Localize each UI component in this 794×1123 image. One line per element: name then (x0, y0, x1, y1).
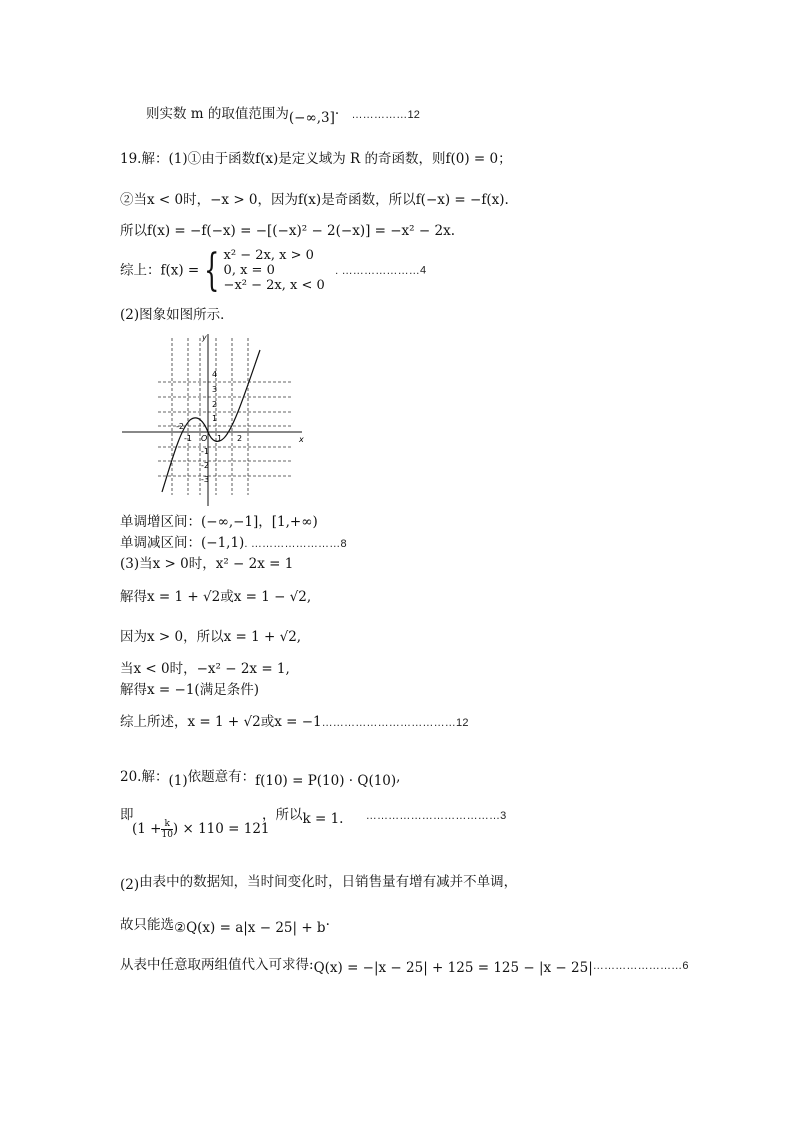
text: 解得 (120, 682, 147, 698)
text: 是定义域为 R 的奇函数，则 (278, 151, 446, 167)
p19-because (120, 628, 301, 646)
text: (2)图象如图所示． (120, 307, 234, 323)
score-dots: …………… (351, 109, 408, 121)
score-dots: …………………… (592, 960, 683, 972)
math: Q(x) = −|x − 25| + 125 = 125 − |x − 25| (313, 960, 593, 976)
range-math: (−∞,3] (288, 110, 335, 126)
text: 综上所述， (120, 714, 188, 730)
text: 从表中任意取两组值代入可求得: (120, 957, 314, 973)
text: 综上： (120, 262, 161, 279)
range-text: 则实数 m 的取值范围为 (146, 106, 289, 122)
text: (3)当 (120, 556, 153, 572)
text: 单调增区间： (120, 514, 201, 530)
text: , (285, 661, 290, 677)
grid (158, 338, 293, 495)
range-end: · (334, 106, 340, 122)
function-graph (118, 330, 308, 508)
text: · (325, 917, 330, 933)
p19-line5 (120, 306, 234, 324)
fraction (161, 819, 172, 840)
text: ，因为 (257, 192, 299, 208)
text: (2) (120, 877, 140, 893)
text: 时， (183, 192, 211, 208)
p19-line3 (120, 222, 455, 240)
y-tick: 4 (212, 370, 218, 379)
p19-decrease (120, 534, 347, 553)
math: ②Q(x) = a|x − 25| + b (174, 920, 326, 936)
text: 或 (260, 714, 275, 730)
y-tick: 2 (212, 400, 218, 409)
p20-line4 (120, 916, 330, 934)
text: 故只能选 (120, 917, 174, 933)
p19-solution1 (120, 588, 311, 606)
y-tick: -1 (201, 447, 209, 456)
score: 6 (682, 960, 689, 972)
math: f(−x) = −f(x) (415, 192, 505, 208)
math: (−∞,−1]，[1,+∞) (201, 514, 318, 530)
text: , (296, 629, 302, 645)
math: x = 1 + √2 (187, 714, 261, 730)
text: (1) (168, 773, 188, 789)
text: 所以 (120, 223, 147, 239)
y-tick: 1 (212, 414, 218, 423)
p20-line5 (120, 956, 689, 975)
y-label: y (202, 333, 207, 342)
math: f(x) (298, 192, 322, 208)
case-2: 0, x = 0 (223, 263, 275, 278)
text: , (396, 769, 401, 785)
p20-line3 (120, 873, 517, 891)
case-1: x² − 2x, x > 0 (223, 248, 314, 263)
score-dots: ……………………………… (321, 717, 457, 729)
case-3: −x² − 2x, x < 0 (223, 278, 325, 293)
x-tick: 2 (237, 434, 243, 443)
score: 8 (340, 538, 347, 550)
p19-line2 (120, 191, 509, 209)
y-tick: 3 (212, 385, 218, 394)
p20-k (262, 806, 507, 825)
text: 是奇函数，所以 (321, 192, 416, 208)
x-tick: 1 (217, 434, 223, 443)
math: x = 1 + √2 (223, 629, 297, 645)
p19-part3 (120, 555, 293, 573)
text: 时， (188, 556, 216, 572)
text: 时， (169, 661, 197, 677)
x-tick: -1 (184, 434, 192, 443)
brace: { (203, 244, 219, 296)
math: f(x) = −f(−x) = −[(−x)² − 2(−x)] = −x² − 2x (147, 223, 451, 239)
p20-equation (132, 818, 270, 840)
origin-label: O (201, 434, 208, 443)
text: 因为 (120, 629, 147, 645)
problem-number: 20.解： (120, 769, 169, 785)
math: x = 1 + √2 (147, 589, 221, 605)
score: 4 (420, 264, 427, 277)
x-label: x (299, 435, 304, 444)
score: 12 (407, 109, 421, 121)
text: . (450, 223, 455, 239)
cases (224, 248, 325, 293)
text: 解得 (120, 589, 147, 605)
score: 3 (500, 810, 507, 822)
y-tick: -3 (201, 475, 209, 484)
math: (−1,1) (201, 535, 245, 551)
math: x < 0 (133, 661, 170, 677)
text: 依题意有： (187, 769, 256, 785)
math: −x > 0 (210, 192, 258, 208)
problem-number: 19.解：(1) (120, 151, 188, 167)
text: ，所以 (262, 807, 303, 823)
p19-increase (120, 513, 318, 531)
text: ①由于函数 (187, 151, 256, 167)
denominator: 10 (161, 830, 173, 840)
math: x² − 2x = 1 (215, 556, 294, 572)
p19-piecewise (120, 244, 427, 300)
math: x = −1 (274, 714, 322, 730)
score-dots: . ………………… (335, 264, 420, 277)
text: ，所以 (183, 629, 224, 645)
math: f(x) (255, 151, 279, 167)
math: −x² − 2x = 1 (196, 661, 286, 677)
text: ②当 (120, 192, 147, 208)
text: 当 (120, 661, 134, 677)
math: x = −1 (147, 682, 195, 698)
math: (1 + (132, 821, 162, 837)
y-tick: -2 (201, 461, 209, 470)
math: f(10) = P(10) · Q(10) (255, 773, 397, 789)
score: 12 (456, 717, 469, 729)
text: (满足条件) (194, 682, 259, 698)
text: 由表中的数据知，当时间变化时，日销售量有增有减并不单调， (139, 874, 518, 890)
math: f(0) = 0 (445, 151, 499, 167)
p19-line1 (120, 150, 512, 168)
math: x < 0 (147, 192, 184, 208)
range-line (146, 105, 420, 124)
text: 单调减区间： (120, 535, 201, 551)
math: x > 0 (152, 556, 189, 572)
math: x > 0 (147, 629, 184, 645)
text: . (504, 192, 509, 208)
text: ； (498, 151, 512, 167)
p19-negative (120, 660, 290, 678)
math: k = 1. (302, 811, 344, 827)
score-dots: . …………………… (244, 538, 341, 550)
text: , (306, 589, 312, 605)
text: 即 (120, 807, 134, 823)
p19-summary (120, 713, 469, 732)
text: 或 (220, 589, 234, 605)
p19-solution2 (120, 681, 259, 699)
math: ) × 110 = 121 (172, 821, 270, 837)
p20-line1 (120, 768, 401, 789)
x-tick: -2 (176, 422, 184, 431)
math: x = 1 − √2 (233, 589, 307, 605)
numerator: k (161, 819, 172, 830)
math: f(x) = (160, 262, 200, 279)
score-dots: ……………………………… (365, 810, 501, 822)
function-curve (162, 350, 260, 492)
